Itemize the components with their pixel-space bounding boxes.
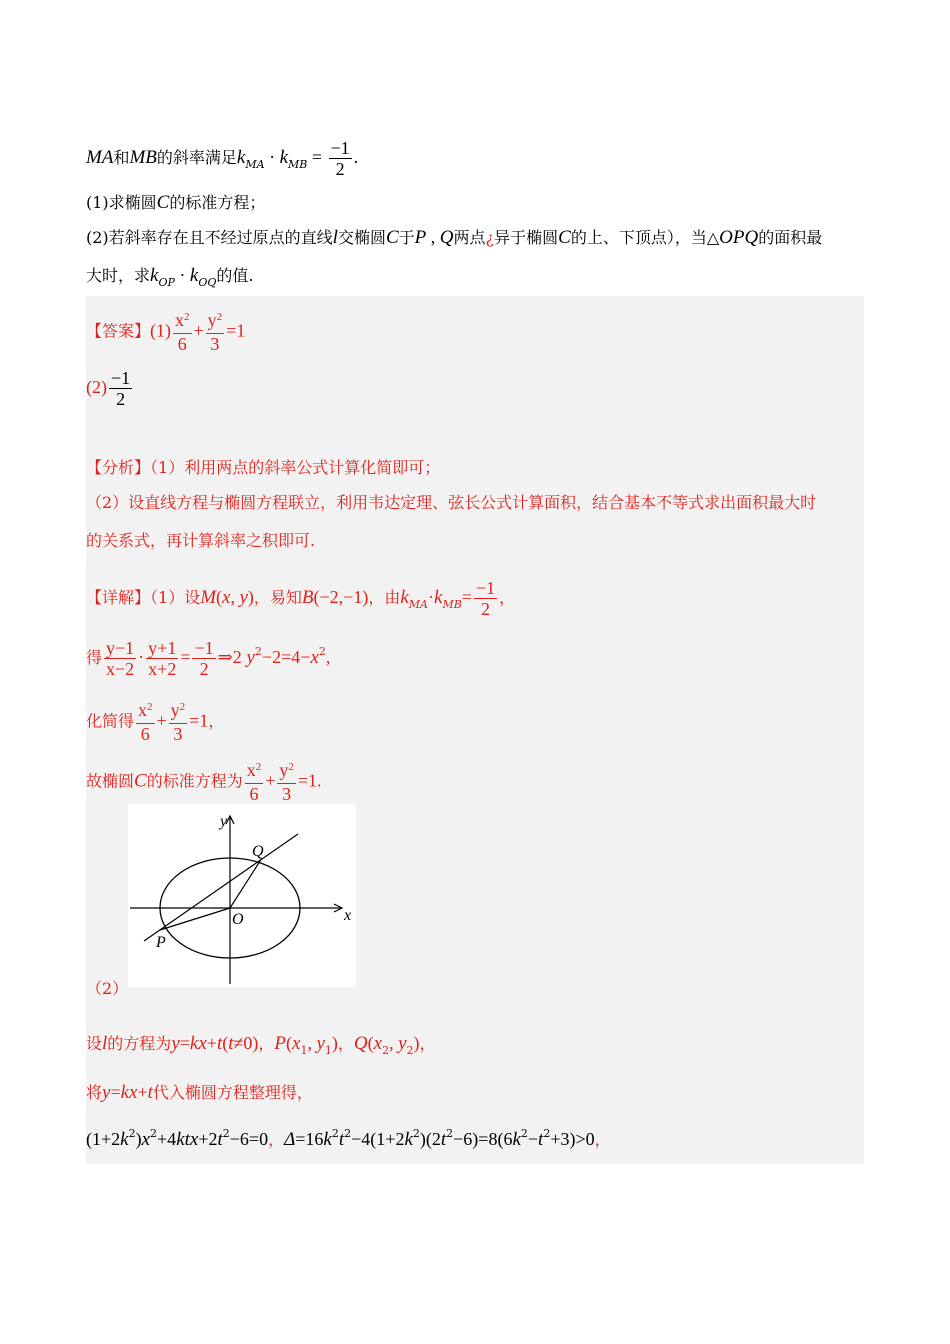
part2-question-line1: (2)若斜率存在且不经过原点的直线l交椭圆C于P , Q两点¿异于椭圆C的上、下顶点），当△OPQ的面积最 xyxy=(86,227,823,248)
analysis-line3: 的关系式，再计算斜率之积即可. xyxy=(86,531,316,550)
answer-part2: (2) $\frac{-1}{2}$ xyxy=(86,368,131,409)
p-label: P xyxy=(156,934,166,951)
q-label: Q xyxy=(252,843,264,860)
ellipse-diagram xyxy=(128,804,356,987)
detail-step7: $(1+2k^2)x^2+4ktx+2t^2-6=0$，$\Delta=16k^2t^2-4(1+2k^2)(2t^2-6)=8(6k^2-t^2+3)>0$， xyxy=(86,1127,611,1150)
part1-question: (1)求椭圆C的标准方程； xyxy=(86,192,266,213)
analysis-line1: 【分析】（1）利用两点的斜率公式计算化简即可； xyxy=(86,458,441,477)
detail-step6: 将y=kx+t代入椭圆方程整理得， xyxy=(86,1082,313,1103)
ellipse-figure xyxy=(128,804,356,987)
answer-part1: 【答案】(1) $\frac{x^2}{6}$ + $\frac{y^2}{3}$ =1 xyxy=(86,310,246,354)
detail-step4: 故椭圆C的标准方程为 $\frac{x^2}{6}$ + $\frac{y^2}{3}$ =1. xyxy=(86,760,322,804)
origin-label: O xyxy=(232,911,244,928)
line-l xyxy=(144,834,298,941)
condition-line: MA和MB的斜率满足$k_{MA} \cdot k_{MB}$ = $\frac{-1}{2}$ . xyxy=(86,138,359,179)
y-label: y xyxy=(220,813,228,830)
detail-step3: 化简得 $\frac{x^2}{6}$ + $\frac{y^2}{3}$ =1， xyxy=(86,700,225,744)
analysis-line2: （2）设直线方程与椭圆方程联立，利用韦达定理、弦长公式计算面积，结合基本不等式求出面积最大时 xyxy=(86,493,817,512)
segment-op xyxy=(160,908,230,930)
segment-oq xyxy=(230,858,262,908)
detail-part2-label: （2） xyxy=(86,979,129,998)
detail-step1: 【详解】（1）设M(x, y)，易知B(−2,−1)，由$k_{MA}\cdot k_{MB}=$ $\frac{-1}{2}$ ， xyxy=(86,578,516,619)
detail-step2: 得 $\frac{y-1}{x-2}$ · $\frac{y+1}{x+2}$ = $\frac{-1}{2}$ ⇒2 $y^2-2=4-x^2$, xyxy=(86,638,331,679)
detail-step5: 设l的方程为y=kx+t(t≠0)，$P(x_1$, $y_1$)，$Q(x_2$, $y_2$)， xyxy=(86,1033,436,1057)
part2-question-line2: 大时，求$k_{OP} \cdot k_{OQ}$的值. xyxy=(86,265,254,289)
x-label: x xyxy=(344,907,352,924)
